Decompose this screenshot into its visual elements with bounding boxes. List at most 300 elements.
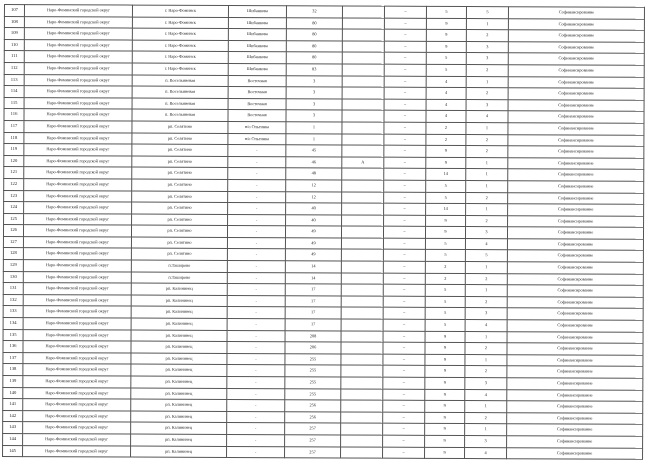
okrug-cell: Наро-Фоминский городской округ	[24, 178, 132, 190]
okrug-cell: Наро-Фоминский городской округ	[24, 63, 132, 75]
status-cell: Софинансирование	[507, 331, 643, 343]
row-number: 121	[4, 167, 24, 179]
okrug-cell: Наро-Фоминский городской округ	[23, 306, 131, 318]
entrance-cell: 9	[425, 343, 465, 355]
house-number-cell: 1	[286, 133, 342, 145]
house-number-cell: 49	[285, 226, 341, 238]
row-number: 145	[3, 445, 23, 457]
settlement-cell: рп. Селятино	[132, 191, 228, 203]
entrance-cell: 14	[426, 169, 466, 181]
entrance-cell: 5	[426, 64, 466, 76]
status-cell: Софинансирование	[508, 18, 644, 30]
settlement-cell: г. Наро-Фоминск	[132, 17, 228, 29]
row-number: 116	[4, 109, 24, 121]
status-cell: Софинансирование	[507, 343, 643, 355]
status-cell: Софинансирование	[508, 146, 644, 158]
house-number-cell: 255	[285, 377, 341, 389]
entrance-cell: 5	[426, 53, 466, 65]
row-number: 139	[3, 375, 23, 387]
status-cell: Софинансирование	[507, 424, 643, 436]
status-cell: Софинансирование	[508, 88, 644, 100]
entrance-cell: 9	[426, 30, 466, 42]
korpus-cell	[341, 273, 383, 285]
row-number: 118	[4, 132, 24, 144]
row-number: 143	[3, 422, 23, 434]
house-number-cell: 255	[285, 354, 341, 366]
korpus-cell	[342, 203, 384, 215]
okrug-cell: Наро-Фоминский городской округ	[23, 387, 131, 399]
dash-cell: –	[384, 18, 426, 30]
okrug-cell: Наро-Фоминский городской округ	[24, 190, 132, 202]
floor-cell: 2	[466, 64, 508, 76]
row-number: 108	[4, 16, 24, 28]
dash-cell: –	[383, 342, 425, 354]
okrug-cell: Наро-Фоминский городской округ	[23, 410, 131, 422]
dash-cell: –	[383, 261, 425, 273]
housing-table	[2, 4, 645, 460]
korpus-cell	[342, 64, 384, 76]
street-cell: -	[228, 203, 286, 215]
street-cell: Восточная	[228, 98, 286, 110]
settlement-cell: рп. Селятино	[132, 179, 228, 191]
status-cell: Софинансирование	[508, 215, 644, 227]
status-cell: Софинансирование	[507, 320, 643, 332]
entrance-cell: 5	[425, 250, 465, 262]
street-cell: -	[227, 400, 285, 412]
korpus-cell	[342, 41, 384, 53]
house-number-cell: 17	[285, 307, 341, 319]
house-number-cell: 12	[286, 180, 342, 192]
status-cell: Софинансирование	[508, 30, 644, 42]
row-number: 131	[3, 283, 23, 295]
floor-cell: 4	[465, 447, 507, 459]
floor-cell: 2	[466, 134, 508, 146]
floor-cell: 1	[465, 354, 507, 366]
street-cell: -	[227, 237, 285, 249]
entrance-cell: 2	[426, 134, 466, 146]
row-number: 109	[4, 28, 24, 40]
street-cell: -	[227, 307, 285, 319]
house-number-cell: 3	[286, 75, 342, 87]
okrug-cell: Наро-Фоминский городской округ	[24, 167, 132, 179]
street-cell: -	[228, 214, 286, 226]
dash-cell: –	[383, 354, 425, 366]
floor-cell: 1	[465, 424, 507, 436]
korpus-cell: А	[342, 157, 384, 169]
status-cell: Софинансирование	[508, 53, 644, 65]
entrance-cell: 9	[426, 41, 466, 53]
entrance-cell: 5	[426, 180, 466, 192]
korpus-cell	[342, 29, 384, 41]
row-number: 111	[4, 51, 24, 63]
entrance-cell: 9	[425, 424, 465, 436]
korpus-cell	[341, 296, 383, 308]
street-cell: -	[227, 226, 285, 238]
house-number-cell: 40	[286, 214, 342, 226]
floor-cell: 1	[465, 285, 507, 297]
status-cell: Софинансирование	[508, 111, 644, 123]
okrug-cell: Наро-Фоминский городской округ	[24, 86, 132, 98]
korpus-cell	[342, 122, 384, 134]
house-number-cell: 17	[285, 319, 341, 331]
status-cell: Софинансирование	[507, 447, 643, 459]
dash-cell: –	[383, 319, 425, 331]
floor-cell: 4	[465, 238, 507, 250]
table-body	[3, 5, 645, 460]
street-cell: п/о Ольгинка	[228, 121, 286, 133]
dash-cell: –	[383, 412, 425, 424]
floor-cell: 1	[466, 122, 508, 134]
settlement-cell: рп. Калининец	[131, 399, 227, 411]
street-cell: -	[227, 365, 285, 377]
status-cell: Софинансирование	[508, 41, 644, 53]
house-number-cell: 17	[285, 284, 341, 296]
okrug-cell: Наро-Фоминский городской округ	[23, 434, 131, 446]
korpus-cell	[342, 180, 384, 192]
dash-cell: –	[383, 400, 425, 412]
floor-cell: 1	[466, 204, 508, 216]
row-number: 112	[4, 62, 24, 74]
dash-cell: –	[384, 203, 426, 215]
row-number: 114	[4, 86, 24, 98]
korpus-cell	[342, 18, 384, 30]
settlement-cell: рп. Селятино	[132, 202, 228, 214]
status-cell: Софинансирование	[507, 436, 643, 448]
floor-cell: 1	[465, 401, 507, 413]
floor-cell: 3	[466, 53, 508, 65]
table-row	[3, 445, 643, 459]
dash-cell: –	[384, 122, 426, 134]
okrug-cell: Наро-Фоминский городской округ	[23, 364, 131, 376]
entrance-cell: 4	[426, 111, 466, 123]
row-number: 125	[4, 213, 24, 225]
status-cell: Софинансирование	[507, 389, 643, 401]
street-cell: -	[227, 353, 285, 365]
entrance-cell: 5	[426, 192, 466, 204]
street-cell: Шибанкова	[228, 40, 286, 52]
korpus-cell	[341, 412, 383, 424]
korpus-cell	[342, 145, 384, 157]
row-number: 107	[4, 5, 24, 17]
status-cell: Софинансирование	[508, 7, 644, 19]
house-number-cell: 46	[286, 156, 342, 168]
korpus-cell	[341, 319, 383, 331]
floor-cell: 3	[465, 308, 507, 320]
street-cell: Шибанкова	[228, 52, 286, 64]
street-cell: -	[228, 179, 286, 191]
row-number: 132	[3, 294, 23, 306]
floor-cell: 1	[466, 18, 508, 30]
street-cell: -	[227, 342, 285, 354]
settlement-cell: г. Наро-Фоминск	[132, 51, 228, 63]
house-number-cell: 14	[285, 261, 341, 273]
floor-cell: 2	[465, 366, 507, 378]
street-cell: -	[228, 145, 286, 157]
status-cell: Софинансирование	[507, 401, 643, 413]
okrug-cell: Наро-Фоминский городской округ	[23, 260, 131, 272]
dash-cell: –	[384, 87, 426, 99]
row-number: 133	[3, 306, 23, 318]
korpus-cell	[342, 99, 384, 111]
okrug-cell: Наро-Фоминский городской округ	[23, 329, 131, 341]
korpus-cell	[341, 389, 383, 401]
floor-cell: 3	[465, 435, 507, 447]
entrance-cell: 9	[425, 447, 465, 459]
row-number: 119	[4, 144, 24, 156]
entrance-cell: 9	[426, 215, 466, 227]
settlement-cell: г. Наро-Фоминск	[132, 5, 228, 17]
dash-cell: –	[384, 6, 426, 18]
house-number-cell: 206	[285, 342, 341, 354]
okrug-cell: Наро-Фоминский городской округ	[24, 97, 132, 109]
dash-cell: –	[383, 435, 425, 447]
street-cell: -	[227, 446, 285, 458]
house-number-cell: 80	[286, 41, 342, 53]
house-number-cell: 208	[285, 330, 341, 342]
street-cell: -	[227, 388, 285, 400]
house-number-cell: 255	[285, 365, 341, 377]
row-number: 124	[4, 202, 24, 214]
entrance-cell: 5	[425, 308, 465, 320]
okrug-cell: Наро-Фоминский городской округ	[23, 376, 131, 388]
settlement-cell: рп. Селятино	[131, 225, 227, 237]
dash-cell: –	[383, 284, 425, 296]
row-number: 144	[3, 433, 23, 445]
korpus-cell	[341, 249, 383, 261]
street-cell: Восточная	[228, 87, 286, 99]
status-cell: Софинансирование	[507, 285, 643, 297]
house-number-cell: 14	[285, 272, 341, 284]
settlement-cell: г. Наро-Фоминск	[132, 63, 228, 75]
street-cell: -	[228, 191, 286, 203]
dash-cell: –	[383, 296, 425, 308]
status-cell: Софинансирование	[507, 355, 643, 367]
settlement-cell: рп. Калининец	[131, 330, 227, 342]
street-cell: -	[227, 272, 285, 284]
korpus-cell	[342, 76, 384, 88]
floor-cell: 2	[466, 146, 508, 158]
house-number-cell: 257	[285, 435, 341, 447]
okrug-cell: Наро-Фоминский городской округ	[23, 225, 131, 237]
korpus-cell	[341, 331, 383, 343]
street-cell: п/о Ольгинка	[228, 133, 286, 145]
street-cell: -	[228, 168, 286, 180]
dash-cell: –	[383, 366, 425, 378]
row-number: 122	[4, 178, 24, 190]
house-number-cell: 256	[285, 400, 341, 412]
street-cell: Шибанкова	[228, 63, 286, 75]
dash-cell: –	[384, 76, 426, 88]
house-number-cell: 49	[285, 238, 341, 250]
settlement-cell: г. Наро-Фоминск	[132, 40, 228, 52]
status-cell: Софинансирование	[508, 134, 644, 146]
korpus-cell	[342, 110, 384, 122]
entrance-cell: 5	[425, 319, 465, 331]
entrance-cell: 5	[425, 296, 465, 308]
floor-cell: 1	[466, 157, 508, 169]
okrug-cell: Наро-Фоминский городской округ	[23, 236, 131, 248]
settlement-cell: рп. Селятино	[132, 214, 228, 226]
dash-cell: –	[383, 389, 425, 401]
dash-cell: –	[384, 29, 426, 41]
korpus-cell	[341, 365, 383, 377]
entrance-cell: 9	[425, 377, 465, 389]
entrance-cell: 2	[425, 273, 465, 285]
entrance-cell: 9	[425, 412, 465, 424]
street-cell: -	[227, 423, 285, 435]
row-number: 129	[3, 260, 23, 272]
okrug-cell: Наро-Фоминский городской округ	[24, 202, 132, 214]
korpus-cell	[341, 447, 383, 459]
status-cell: Софинансирование	[508, 157, 644, 169]
korpus-cell	[342, 87, 384, 99]
settlement-cell: п. Восельиневая	[132, 86, 228, 98]
settlement-cell: п. Восельиневая	[132, 109, 228, 121]
status-cell: Софинансирование	[508, 76, 644, 88]
document-page	[2, 4, 644, 456]
status-cell: Софинансирование	[507, 227, 643, 239]
dash-cell: –	[384, 111, 426, 123]
okrug-cell: Наро-Фоминский городской округ	[24, 16, 132, 28]
house-number-cell: 12	[286, 191, 342, 203]
house-number-cell: 3	[286, 98, 342, 110]
settlement-cell: рп. Селятино	[131, 237, 227, 249]
settlement-cell: рп. Калининец	[131, 446, 227, 458]
okrug-cell: Наро-Фоминский городской округ	[23, 352, 131, 364]
settlement-cell: рп. Калининец	[131, 434, 227, 446]
korpus-cell	[341, 238, 383, 250]
entrance-cell: 5	[426, 6, 466, 18]
settlement-cell: рп. Калининец	[131, 388, 227, 400]
status-cell: Софинансирование	[507, 262, 643, 274]
entrance-cell: 9	[425, 366, 465, 378]
okrug-cell: Наро-Фоминский городской округ	[23, 341, 131, 353]
okrug-cell: Наро-Фоминский городской округ	[23, 422, 131, 434]
okrug-cell: Наро-Фоминский городской округ	[23, 445, 131, 457]
entrance-cell: 9	[425, 354, 465, 366]
settlement-cell: рп. Калининец	[131, 306, 227, 318]
house-number-cell: 49	[285, 249, 341, 261]
settlement-cell: г. Наро-Фоминск	[132, 28, 228, 40]
okrug-cell: Наро-Фоминский городской округ	[24, 213, 132, 225]
entrance-cell: 9	[425, 331, 465, 343]
row-number: 123	[4, 190, 24, 202]
settlement-cell: п.Таширово	[131, 272, 227, 284]
settlement-cell: рп. Селятино	[132, 133, 228, 145]
floor-cell: 2	[466, 192, 508, 204]
row-number: 128	[3, 248, 23, 260]
house-number-cell: 17	[285, 296, 341, 308]
entrance-cell: 9	[426, 18, 466, 30]
korpus-cell	[342, 134, 384, 146]
settlement-cell: рп. Калининец	[131, 422, 227, 434]
korpus-cell	[341, 354, 383, 366]
street-cell: Восточная	[228, 75, 286, 87]
status-cell: Софинансирование	[508, 99, 644, 111]
floor-cell: 2	[465, 412, 507, 424]
floor-cell: 3	[465, 378, 507, 390]
house-number-cell: 256	[285, 412, 341, 424]
settlement-cell: рп. Калининец	[131, 295, 227, 307]
street-cell: -	[227, 284, 285, 296]
street-cell: Шибанкова	[228, 17, 286, 29]
korpus-cell	[342, 6, 384, 18]
dash-cell: –	[383, 331, 425, 343]
okrug-cell: Наро-Фоминский городской округ	[24, 74, 132, 86]
korpus-cell	[341, 423, 383, 435]
okrug-cell: Наро-Фоминский городской округ	[23, 248, 131, 260]
street-cell: -	[227, 434, 285, 446]
floor-cell: 3	[465, 227, 507, 239]
korpus-cell	[342, 215, 384, 227]
dash-cell: –	[383, 447, 425, 459]
status-cell: Софинансирование	[507, 297, 643, 309]
korpus-cell	[341, 226, 383, 238]
okrug-cell: Наро-Фоминский городской округ	[23, 283, 131, 295]
okrug-cell: Наро-Фоминский городской округ	[23, 294, 131, 306]
floor-cell: 2	[465, 296, 507, 308]
settlement-cell: п. Восельиневая	[132, 75, 228, 87]
street-cell: -	[227, 411, 285, 423]
street-cell: -	[227, 295, 285, 307]
floor-cell: 4	[466, 111, 508, 123]
house-number-cell: 3	[286, 110, 342, 122]
settlement-cell: рп. Калининец	[131, 318, 227, 330]
settlement-cell: рп. Селятино	[132, 121, 228, 133]
entrance-cell: 9	[426, 145, 466, 157]
settlement-cell: рп. Калининец	[131, 364, 227, 376]
row-number: 137	[3, 352, 23, 364]
status-cell: Софинансирование	[508, 65, 644, 77]
row-number: 110	[4, 39, 24, 51]
dash-cell: –	[384, 64, 426, 76]
floor-cell: 1	[466, 169, 508, 181]
street-cell: -	[228, 156, 286, 168]
korpus-cell	[342, 191, 384, 203]
dash-cell: –	[384, 145, 426, 157]
floor-cell: 4	[465, 389, 507, 401]
settlement-cell: рп. Калининец	[131, 341, 227, 353]
korpus-cell	[342, 168, 384, 180]
row-number: 142	[3, 410, 23, 422]
floor-cell: 1	[466, 76, 508, 88]
street-cell: Восточная	[228, 110, 286, 122]
house-number-cell: 257	[285, 423, 341, 435]
status-cell: Софинансирование	[507, 273, 643, 285]
street-cell: -	[227, 330, 285, 342]
status-cell: Софинансирование	[507, 239, 643, 251]
settlement-cell: рп. Селятино	[131, 249, 227, 261]
settlement-cell: рп. Калининец	[131, 353, 227, 365]
floor-cell: 1	[466, 180, 508, 192]
korpus-cell	[341, 284, 383, 296]
row-number: 130	[3, 271, 23, 283]
floor-cell: 2	[466, 30, 508, 42]
okrug-cell: Наро-Фоминский городской округ	[23, 399, 131, 411]
row-number: 138	[3, 364, 23, 376]
row-number: 134	[3, 318, 23, 330]
street-cell: Шибанкова	[228, 29, 286, 41]
house-number-cell: 83	[286, 64, 342, 76]
status-cell: Софинансирование	[508, 123, 644, 135]
entrance-cell: 2	[425, 261, 465, 273]
floor-cell: 4	[465, 320, 507, 332]
okrug-cell: Наро-Фоминский городской округ	[24, 28, 132, 40]
status-cell: Софинансирование	[508, 204, 644, 216]
entrance-cell: 9	[425, 435, 465, 447]
floor-cell: 2	[466, 215, 508, 227]
row-number: 117	[4, 120, 24, 132]
